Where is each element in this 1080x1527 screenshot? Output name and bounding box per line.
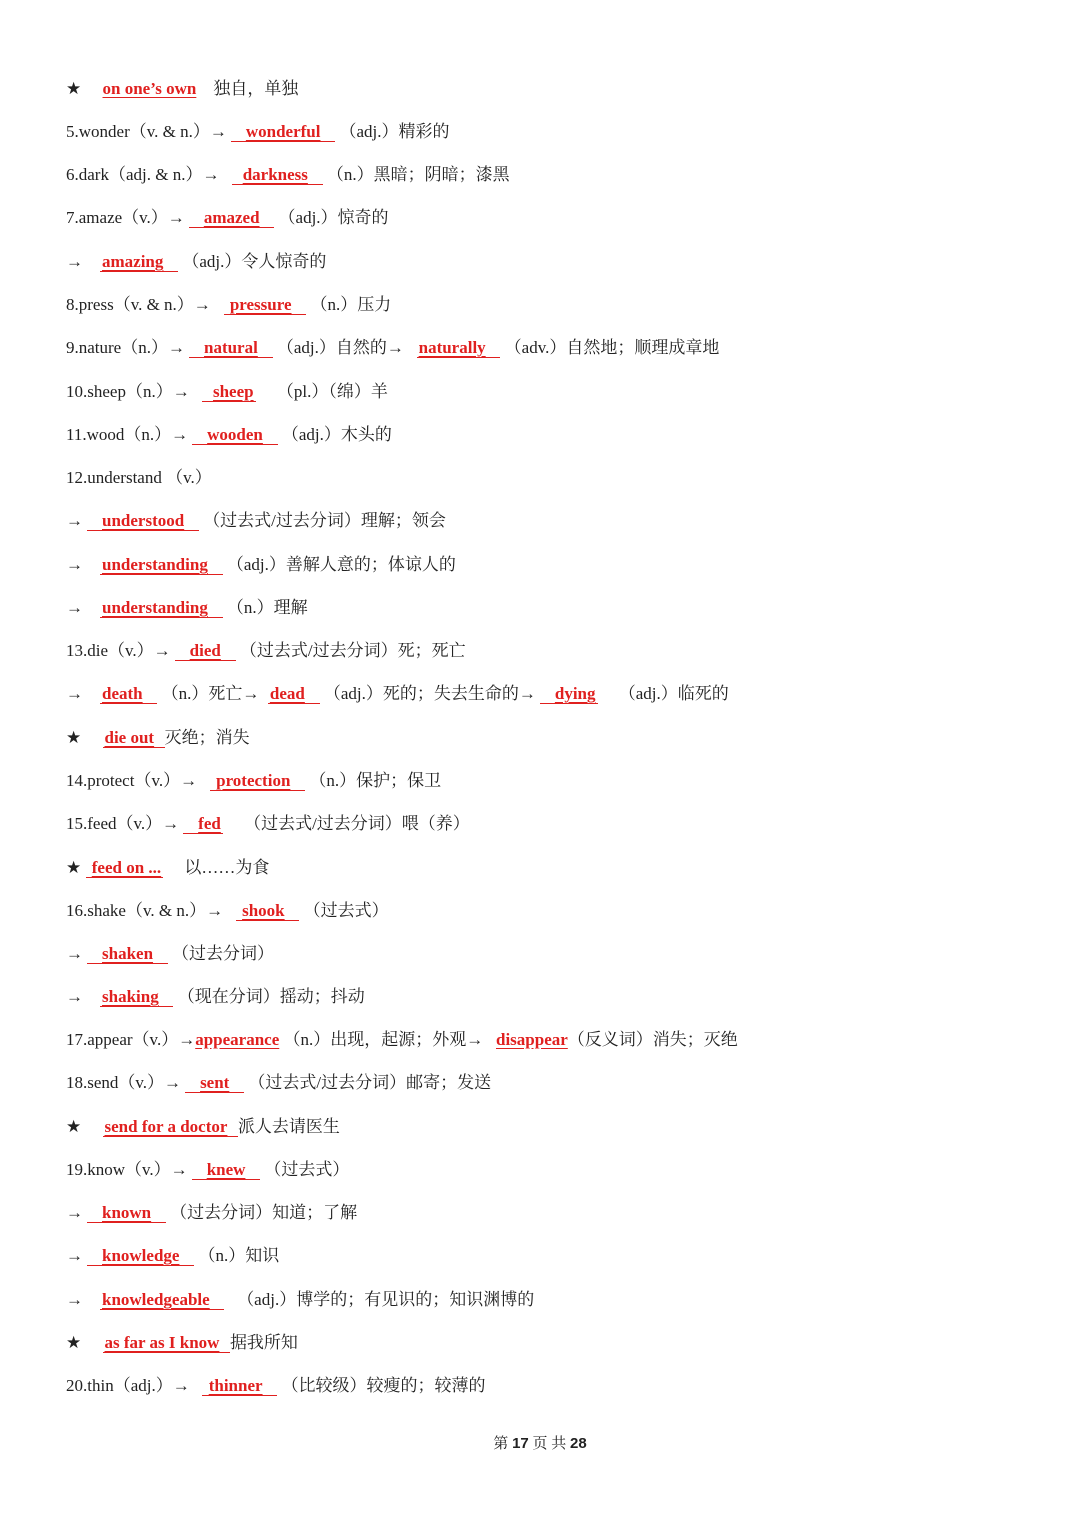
answer-blank [100, 599, 223, 618]
answer: amazed [203, 208, 260, 227]
answer-blank [175, 642, 236, 661]
stem: 18.send（v.）→ [66, 1073, 182, 1092]
arrow: → [66, 252, 83, 271]
answer: shook [242, 901, 285, 920]
stem: 20.thin（adj.）→ [66, 1376, 190, 1395]
answer: send for a doctor [104, 1117, 228, 1136]
answer: knew [206, 1160, 246, 1179]
meaning: （adj.）善解人意的；体谅人的 [226, 555, 456, 574]
answer: sent [200, 1073, 230, 1092]
meaning: （n.）理解 [226, 598, 308, 617]
answer-blank [100, 988, 173, 1007]
answer-blank [183, 815, 222, 834]
answer: shaking [102, 987, 159, 1006]
meaning: （过去式/过去分词）邮寄；发送 [248, 1073, 492, 1092]
star-bullet: ★ [66, 728, 82, 747]
entry-line [66, 1201, 357, 1225]
meaning: （adj.）自然的→ [276, 338, 404, 357]
answer: death [102, 684, 143, 703]
answer-blank [185, 1074, 244, 1093]
meaning: （n.）保护；保卫 [309, 771, 442, 790]
answer-blank [202, 1377, 277, 1396]
entry-line [66, 423, 392, 447]
answer-blank [540, 685, 597, 704]
meaning: （adj.）惊奇的 [278, 208, 389, 227]
meaning: （adj.）令人惊奇的 [182, 252, 327, 271]
meaning: 派人去请医生 [237, 1117, 340, 1136]
footer-prefix: 第 [493, 1436, 509, 1452]
arrow: → [66, 1203, 83, 1222]
answer-blank [87, 1247, 194, 1266]
entry-line [66, 1158, 349, 1182]
entry-line [66, 639, 466, 663]
answer-blank [103, 1334, 230, 1353]
answer-blank [210, 772, 305, 791]
entry-line [66, 336, 719, 360]
answer: died [189, 641, 221, 660]
entry-line [66, 380, 388, 404]
answer-blank [189, 209, 274, 228]
answer: wonderful [245, 122, 321, 141]
answer: darkness [242, 165, 308, 184]
stem: 17.appear（v.）→ [66, 1030, 196, 1049]
meaning: （n.）知识 [198, 1246, 280, 1265]
answer-blank [87, 1204, 166, 1223]
answer: natural [203, 338, 258, 357]
meaning: （现在分词）摇动；抖动 [177, 987, 365, 1006]
arrow: → [66, 1246, 83, 1265]
entry-line [66, 812, 470, 836]
meaning: 据我所知 [229, 1333, 298, 1352]
meaning: 独自，单独 [213, 79, 299, 98]
stem: 5.wonder（v. & n.）→ [66, 122, 227, 141]
entry-line [66, 856, 269, 880]
meaning: （过去式） [264, 1160, 350, 1179]
answer-blank [100, 685, 157, 704]
meaning: （adj.）精彩的 [339, 122, 450, 141]
entry-line [66, 1028, 738, 1052]
stem: 15.feed（v.）→ [66, 814, 180, 833]
answer-blank [103, 1118, 238, 1137]
entry-line [66, 769, 441, 793]
stem: 16.shake（v. & n.）→ [66, 901, 224, 920]
stem: 8.press（v. & n.）→ [66, 295, 211, 314]
entry-line [66, 163, 510, 187]
answer-blank [231, 123, 335, 142]
entry-line [66, 1244, 279, 1268]
answer-blank [202, 383, 255, 402]
star-bullet: ★ [66, 858, 82, 877]
answer: feed on ... [91, 858, 162, 877]
answer: wooden [207, 425, 263, 444]
answer: on one’s own [102, 79, 197, 98]
footer-middle: 页 共 [532, 1436, 567, 1452]
meaning: （过去分词） [172, 944, 275, 963]
entry-line [66, 293, 391, 317]
entry-line [66, 596, 308, 620]
answer-blank [236, 902, 300, 921]
meaning: （过去分词）知道；了解 [170, 1203, 358, 1222]
stem: 12.understand （v.） [66, 468, 212, 487]
entry-line [66, 1071, 491, 1095]
entry-line [66, 985, 365, 1009]
arrow: → [66, 511, 83, 530]
answer: dead [269, 684, 305, 703]
answer: known [102, 1203, 152, 1222]
arrow: → [66, 555, 83, 574]
stem: 13.die（v.）→ [66, 641, 171, 660]
answer: fed [198, 814, 221, 833]
meaning: （adj.）博学的；有见识的；知识渊博的 [237, 1290, 535, 1309]
entry-line [66, 1288, 534, 1312]
answer-blank [87, 512, 199, 531]
meaning: （n.）死亡→ [161, 684, 260, 703]
star-bullet: ★ [66, 1117, 82, 1136]
arrow: → [66, 987, 83, 1006]
entry-line [66, 250, 326, 274]
entry-line [66, 206, 389, 230]
meaning: 灭绝；消失 [164, 728, 250, 747]
meaning: 以……为食 [184, 858, 270, 877]
meaning: （比较级）较瘦的；较薄的 [281, 1376, 486, 1395]
meaning: （反义词）消失；灭绝 [567, 1030, 738, 1049]
answer-blank [268, 685, 320, 704]
stem: 9.nature（n.）→ [66, 338, 185, 357]
entry-line [66, 1374, 486, 1398]
entry-line [66, 77, 298, 101]
answer: knowledgeable [102, 1290, 210, 1309]
answer: understanding [102, 555, 208, 574]
answer: as far as I know [104, 1333, 220, 1352]
star-bullet: ★ [66, 79, 82, 98]
meaning: （n.）出现，起源；外观→ [283, 1030, 484, 1049]
answer-blank [87, 945, 168, 964]
answer: protection [216, 771, 291, 790]
answer: knowledge [102, 1246, 180, 1265]
entry-line [66, 466, 212, 490]
meaning: （过去式） [303, 901, 389, 920]
entry-line [66, 682, 729, 706]
stem: 6.dark（adj. & n.）→ [66, 165, 220, 184]
meaning: （过去式/过去分词）理解；领会 [203, 511, 446, 530]
answer-blank [224, 296, 307, 315]
page-footer [0, 1432, 1080, 1453]
stem: 11.wood（n.）→ [66, 425, 189, 444]
answer-blank [192, 1161, 260, 1180]
meaning: （n.）压力 [310, 295, 392, 314]
meaning: （n.）黑暗；阴暗；漆黑 [326, 165, 510, 184]
stem: 7.amaze（v.）→ [66, 208, 185, 227]
entry-line [66, 1115, 340, 1139]
entry-line [66, 1331, 298, 1355]
answer: understood [102, 511, 185, 530]
answer: understanding [102, 598, 208, 617]
answer: dying [554, 684, 596, 703]
answer-blank [100, 556, 223, 575]
answer-blank [100, 253, 178, 272]
answer: amazing [102, 252, 164, 271]
answer-blank [232, 166, 322, 185]
answer: sheep [212, 382, 254, 401]
star-bullet: ★ [66, 1333, 82, 1352]
entry-line [66, 509, 446, 533]
entry-line [66, 726, 250, 750]
arrow: → [66, 944, 83, 963]
entry-line [66, 120, 450, 144]
answer-blank [86, 859, 164, 878]
meaning: （过去式/过去分词）死；死亡 [239, 641, 466, 660]
stem: 14.protect（v.）→ [66, 771, 198, 790]
answer: thinner [208, 1376, 263, 1395]
arrow: → [66, 1290, 83, 1309]
answer-blank [103, 729, 165, 748]
answer-blank [192, 426, 277, 445]
answer-blank [189, 339, 272, 358]
stem: 10.sheep（n.）→ [66, 382, 190, 401]
meaning: （adj.）临死的 [618, 684, 729, 703]
meaning: （adv.）自然地；顺理成章地 [504, 338, 720, 357]
meaning: （adj.）死的；失去生命的→ [323, 684, 536, 703]
stem: 19.know（v.）→ [66, 1160, 188, 1179]
answer: shaken [102, 944, 154, 963]
meaning: （adj.）木头的 [281, 425, 392, 444]
answer: die out [104, 728, 155, 747]
meaning: （过去式/过去分词）喂（养） [244, 814, 470, 833]
answer-blank [417, 339, 501, 358]
arrow: → [66, 684, 83, 703]
meaning: （pl.）（绵）羊 [276, 382, 388, 401]
answer: disappear [496, 1030, 568, 1049]
total-pages-number: 28 [570, 1435, 587, 1452]
answer-blank [100, 1291, 224, 1310]
entry-line [66, 899, 389, 923]
current-page-number: 17 [512, 1435, 529, 1452]
arrow: → [66, 598, 83, 617]
answer: appearance [195, 1030, 280, 1049]
entry-line [66, 942, 274, 966]
answer: pressure [229, 295, 292, 314]
answer: naturally [418, 338, 486, 357]
entry-line [66, 553, 456, 577]
